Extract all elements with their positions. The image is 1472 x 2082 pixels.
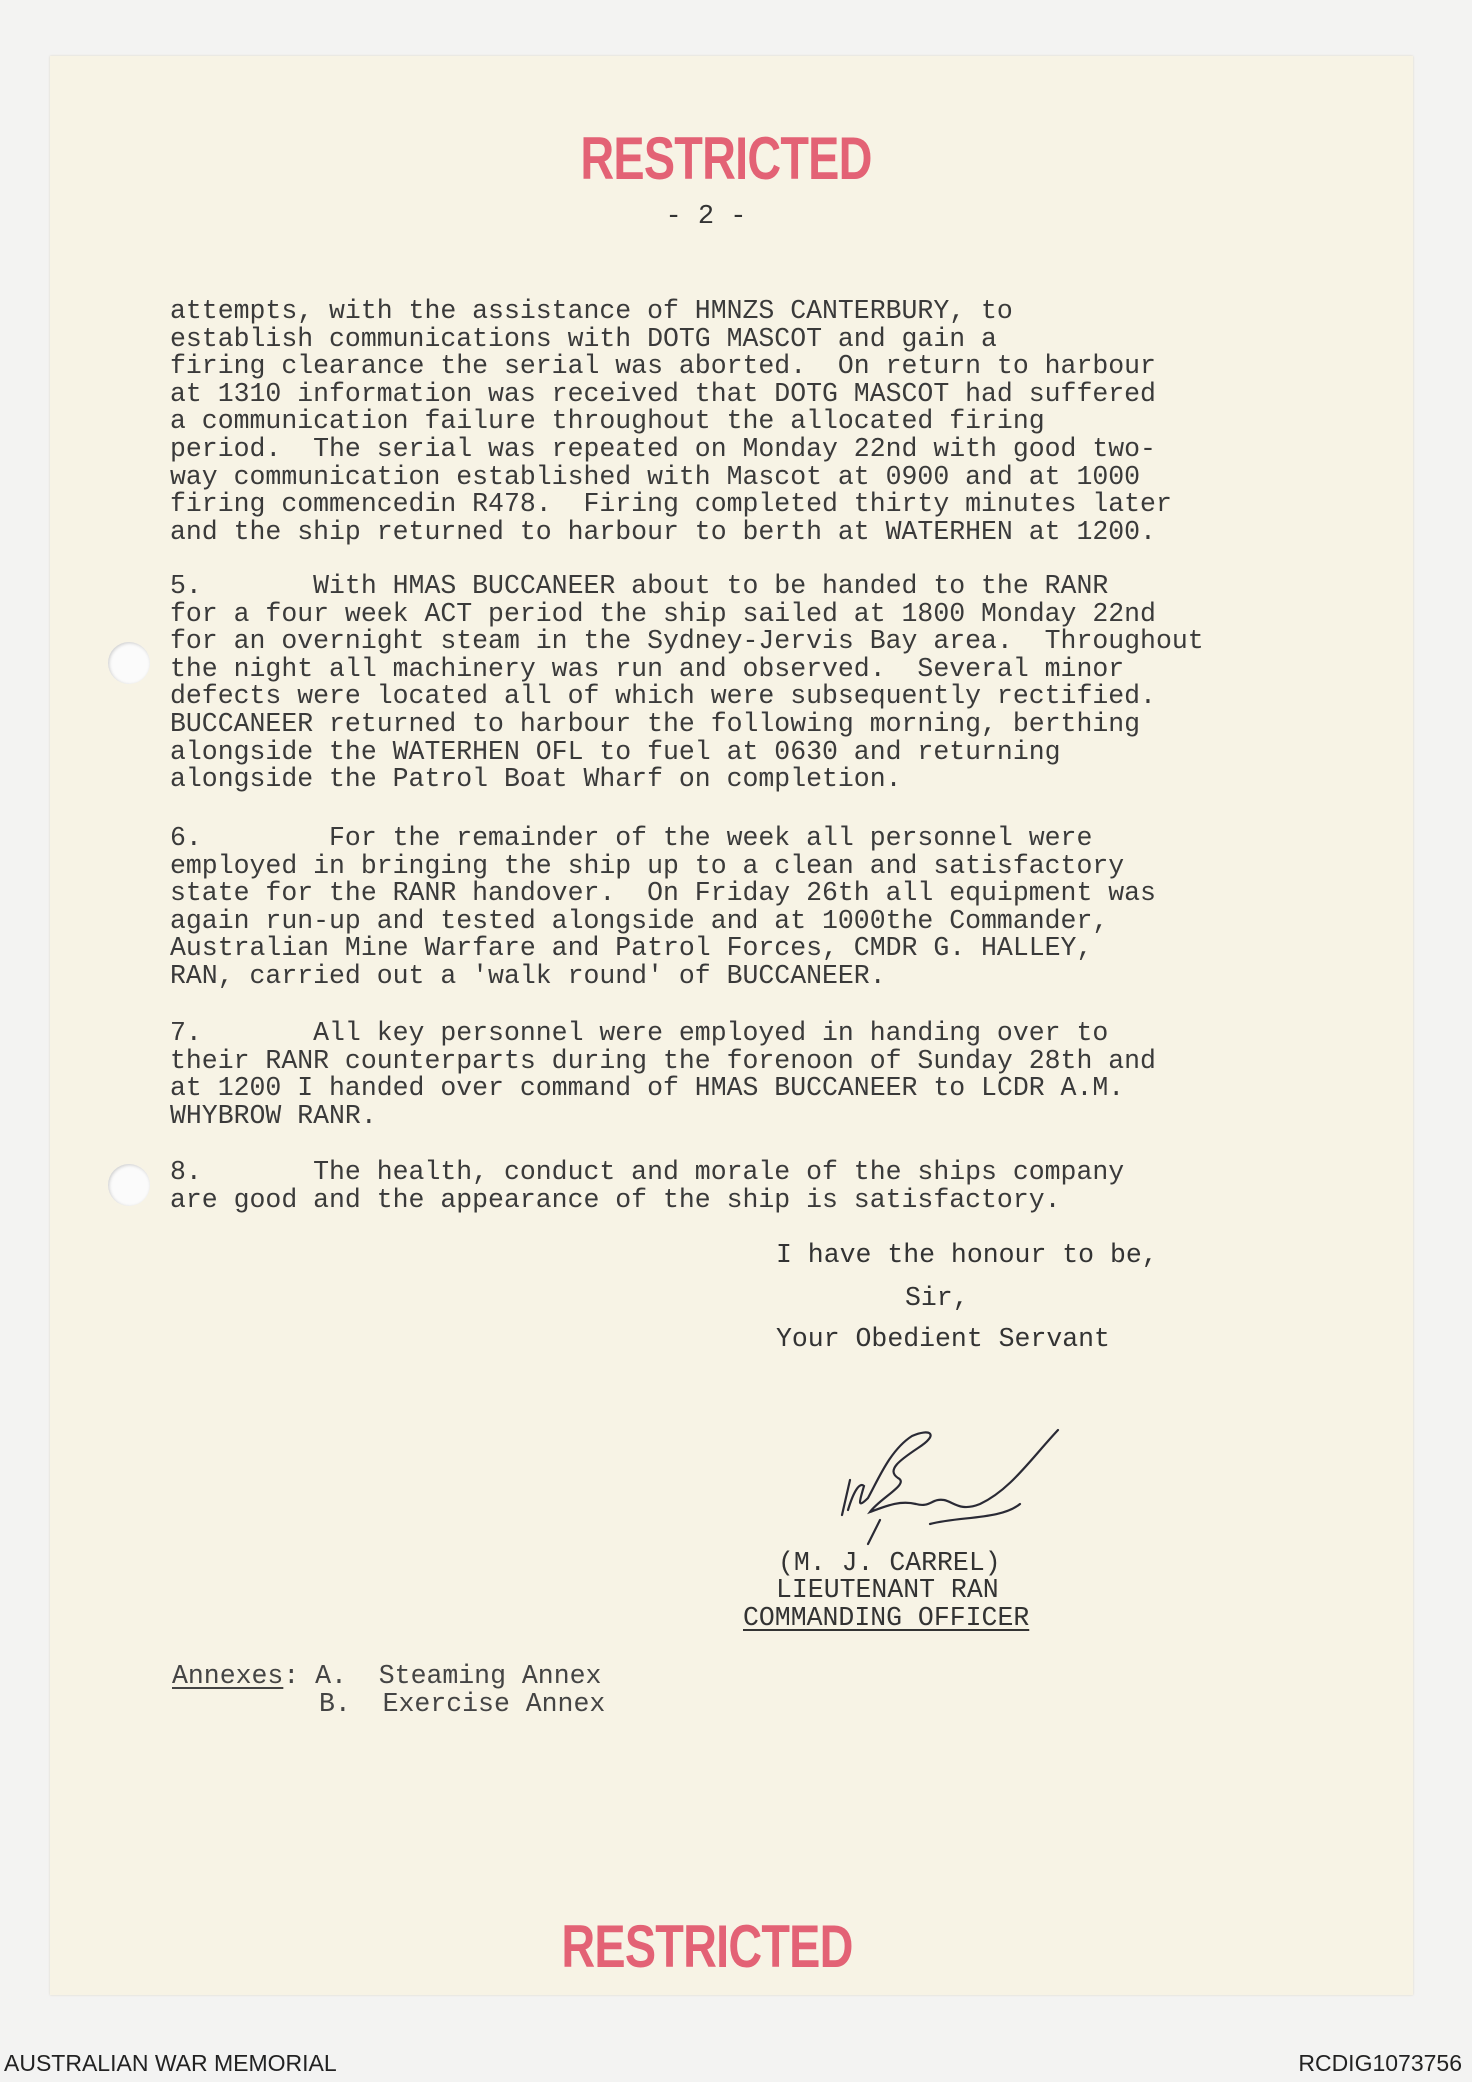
annexes-label: Annexes: [172, 1661, 284, 1691]
text-line: 8. The health, conduct and morale of the ships company: [170, 1157, 1125, 1187]
text-line: firing clearance the serial was aborted. On return to harbour: [170, 351, 1156, 382]
text-line: are good and the appearance of the ship is satisfactory.: [170, 1184, 1061, 1215]
text-line: their RANR counterparts during the forenoon of Sunday 28th and: [170, 1045, 1156, 1076]
text-line: RAN, carried out a 'walk round' of BUCCANEER.: [170, 960, 886, 991]
text-line: state for the RANR handover. On Friday 26th all equipment was: [170, 878, 1156, 909]
paragraph-5: [170, 573, 1204, 794]
text-line: Australian Mine Warfare and Patrol Forces, CMDR G. HALLEY,: [170, 933, 1093, 964]
annex-b-letter: B.: [319, 1689, 351, 1719]
signatory-rank: LIEUTENANT RAN: [776, 1575, 999, 1605]
text-line: 6. For the remainder of the week all personnel were: [170, 823, 1093, 853]
annex-b: [319, 1689, 605, 1719]
annex-b-text: Exercise Annex: [382, 1689, 606, 1719]
handwritten-signature: [820, 1420, 1110, 1550]
text-line: alongside the Patrol Boat Wharf on completion.: [170, 764, 902, 795]
text-line: for a four week ACT period the ship sailed at 1800 Monday 22nd: [170, 598, 1156, 629]
text-line: employed in bringing the ship up to a clean and satisfactory: [170, 850, 1125, 881]
signatory-title: [743, 1603, 1029, 1633]
restricted-stamp-top: RESTRICTED: [580, 125, 872, 192]
closing-honour: I have the honour to be,: [776, 1240, 1158, 1270]
text-line: for an overnight steam in the Sydney-Jervis Bay area. Throughout: [170, 626, 1204, 657]
paragraph-4-continued: [170, 298, 1172, 546]
footer-record-id: RCDIG1073756: [1298, 2050, 1462, 2076]
text-line: a communication failure throughout the allocated firing: [170, 406, 1045, 437]
text-line: BUCCANEER returned to harbour the following morning, berthing: [170, 708, 1141, 739]
text-line: WHYBROW RANR.: [170, 1100, 377, 1131]
punch-hole: [108, 1164, 150, 1206]
text-line: 5. With HMAS BUCCANEER about to be handed to the RANR: [170, 571, 1109, 601]
text-line: again run-up and tested alongside and at 1000the Commander,: [170, 905, 1109, 936]
annexes-block: Annexes: A. Steaming Annex: [172, 1661, 602, 1691]
text-line: and the ship returned to harbour to berth at WATERHEN at 1200.: [170, 516, 1156, 547]
page-number: - 2 -: [665, 202, 747, 232]
text-line: establish communications with DOTG MASCOT and gain a: [170, 323, 997, 354]
restricted-stamp-bottom: RESTRICTED: [561, 1913, 853, 1980]
text-line: at 1310 information was received that DOTG MASCOT had suffered: [170, 378, 1156, 409]
closing-sir: Sir,: [905, 1283, 969, 1313]
annex-a-letter: A.: [315, 1661, 347, 1691]
text-line: the night all machinery was run and observed. Several minor: [170, 653, 1125, 684]
signatory-title-text: COMMANDING OFFICER: [743, 1603, 1030, 1633]
text-line: 7. All key personnel were employed in handing over to: [170, 1018, 1109, 1048]
text-line: defects were located all of which were subsequently rectified.: [170, 681, 1156, 712]
signatory-name: (M. J. CARREL): [778, 1548, 1001, 1578]
punch-hole: [108, 642, 150, 684]
text-line: at 1200 I handed over command of HMAS BUCCANEER to LCDR A.M.: [170, 1073, 1125, 1104]
text-line: firing commencedin R478. Firing completed thirty minutes later: [170, 489, 1172, 520]
closing-servant: Your Obedient Servant: [776, 1324, 1110, 1354]
footer-institution: AUSTRALIAN WAR MEMORIAL: [4, 2050, 337, 2076]
text-line: alongside the WATERHEN OFL to fuel at 0630 and returning: [170, 736, 1061, 767]
text-line: way communication established with Mascot at 0900 and at 1000: [170, 461, 1141, 492]
paragraph-8: [170, 1159, 1124, 1214]
paragraph-6: [170, 825, 1156, 991]
text-line: period. The serial was repeated on Monday 22nd with good two-: [170, 433, 1156, 464]
paragraph-7: [170, 1020, 1156, 1130]
annex-a-text: Steaming Annex: [378, 1661, 602, 1691]
text-line: attempts, with the assistance of HMNZS CANTERBURY, to: [170, 296, 1013, 326]
